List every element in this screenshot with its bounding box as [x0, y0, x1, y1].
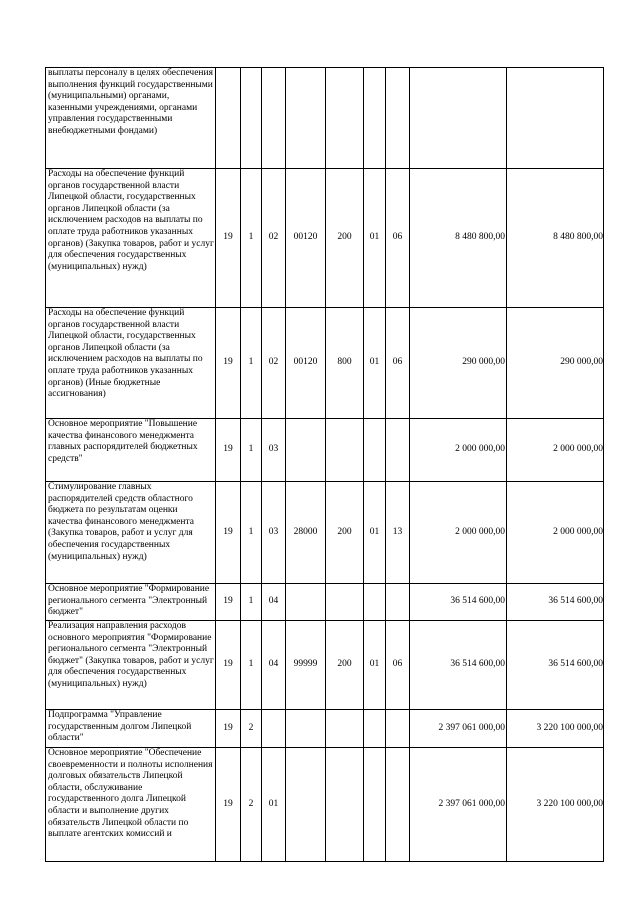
code-program: 19	[216, 710, 241, 748]
row-description: выплаты персоналу в целях обеспечения выполнения функций государственными (муниципальными) органами, казенными учреждениями, органами управления государственными внебюджетными фондами)	[46, 68, 216, 169]
code-expense-type: 200	[326, 169, 364, 308]
table-row	[46, 748, 604, 862]
code-direction: 00120	[286, 308, 326, 419]
code-activity: 02	[262, 169, 286, 308]
amount-year-1: 290 000,00	[410, 308, 507, 419]
row-description: Расходы на обеспечение функций органов государственной власти Липецкой области, государственных органов Липецкой области (за исключением расходов на выплаты по оплате труда работников указанных органов) (Иные бюджетные ассигнования)	[46, 308, 216, 419]
code-program: 19	[216, 621, 241, 710]
code-program: 19	[216, 308, 241, 419]
row-description: Расходы на обеспечение функций органов государственной власти Липецкой области, государственных органов Липецкой области (за исключением расходов на выплаты по оплате труда работников указанных органов) (Закупка товаров, работ и услуг для обеспечения государственных (муниципальных) нужд)	[46, 169, 216, 308]
table-row	[46, 584, 604, 621]
row-description: Подпрограмма "Управление государственным долгом Липецкой области"	[46, 710, 216, 748]
code-program: 19	[216, 169, 241, 308]
code-expense-type: 200	[326, 482, 364, 584]
code-activity: 02	[262, 308, 286, 419]
code-subprogram: 2	[241, 710, 262, 748]
code-subprogram: 1	[241, 482, 262, 584]
code-direction: 99999	[286, 621, 326, 710]
code-subprogram: 1	[241, 169, 262, 308]
code-subprogram: 2	[241, 748, 262, 862]
amount-year-2	[507, 68, 604, 169]
amount-year-2: 3 220 100 000,00	[507, 710, 604, 748]
table-row	[46, 308, 604, 419]
code-expense-type: 800	[326, 308, 364, 419]
code-subsection	[386, 710, 410, 748]
code-section: 01	[364, 482, 386, 584]
code-expense-type	[326, 748, 364, 862]
code-expense-type	[326, 68, 364, 169]
amount-year-1: 36 514 600,00	[410, 621, 507, 710]
amount-year-1: 2 000 000,00	[410, 482, 507, 584]
amount-year-2: 8 480 800,00	[507, 169, 604, 308]
row-description: Основное мероприятие "Формирование регионального сегмента "Электронный бюджет"	[46, 584, 216, 621]
budget-table	[45, 67, 604, 862]
code-section: 01	[364, 621, 386, 710]
code-direction: 00120	[286, 169, 326, 308]
code-subprogram: 1	[241, 621, 262, 710]
amount-year-2: 3 220 100 000,00	[507, 748, 604, 862]
table-row	[46, 621, 604, 710]
code-program: 19	[216, 482, 241, 584]
amount-year-2: 36 514 600,00	[507, 621, 604, 710]
code-section	[364, 748, 386, 862]
code-subprogram: 1	[241, 308, 262, 419]
row-description: Основное мероприятие "Повышение качества финансового менеджмента главных распорядителей бюджетных средств"	[46, 419, 216, 482]
amount-year-2: 36 514 600,00	[507, 584, 604, 621]
code-subsection	[386, 584, 410, 621]
amount-year-1: 8 480 800,00	[410, 169, 507, 308]
code-subprogram: 1	[241, 419, 262, 482]
row-description: Реализация направления расходов основного мероприятия "Формирование регионального сегмента "Электронный бюджет" (Закупка товаров, работ и услуг для обеспечения государственных (муниципальных) нужд)	[46, 621, 216, 710]
code-section	[364, 419, 386, 482]
code-section	[364, 584, 386, 621]
code-program: 19	[216, 419, 241, 482]
amount-year-2: 2 000 000,00	[507, 482, 604, 584]
row-description: Стимулирование главных распорядителей средств областного бюджета по результатам оценки качества финансового менеджмента (Закупка товаров, работ и услуг для обеспечения государственных (муниципальных) нужд)	[46, 482, 216, 584]
code-program: 19	[216, 748, 241, 862]
code-subsection: 06	[386, 308, 410, 419]
code-direction	[286, 710, 326, 748]
code-expense-type	[326, 419, 364, 482]
amount-year-2: 290 000,00	[507, 308, 604, 419]
code-direction	[286, 584, 326, 621]
table-row	[46, 710, 604, 748]
code-section: 01	[364, 308, 386, 419]
code-activity: 01	[262, 748, 286, 862]
amount-year-1: 2 000 000,00	[410, 419, 507, 482]
table-row	[46, 419, 604, 482]
code-program	[216, 68, 241, 169]
code-subsection: 06	[386, 621, 410, 710]
code-direction	[286, 68, 326, 169]
code-section	[364, 710, 386, 748]
amount-year-1: 36 514 600,00	[410, 584, 507, 621]
code-subsection	[386, 419, 410, 482]
amount-year-1: 2 397 061 000,00	[410, 748, 507, 862]
code-section: 01	[364, 169, 386, 308]
code-direction: 28000	[286, 482, 326, 584]
code-subsection	[386, 68, 410, 169]
code-expense-type	[326, 710, 364, 748]
amount-year-1	[410, 68, 507, 169]
code-subsection: 06	[386, 169, 410, 308]
code-expense-type	[326, 584, 364, 621]
code-activity: 04	[262, 621, 286, 710]
code-activity: 04	[262, 584, 286, 621]
code-direction	[286, 419, 326, 482]
budget-table-body	[46, 68, 604, 862]
code-section	[364, 68, 386, 169]
code-activity	[262, 710, 286, 748]
table-row	[46, 68, 604, 169]
code-subprogram: 1	[241, 584, 262, 621]
code-activity	[262, 68, 286, 169]
code-subsection: 13	[386, 482, 410, 584]
table-row	[46, 169, 604, 308]
amount-year-1: 2 397 061 000,00	[410, 710, 507, 748]
row-description: Основное мероприятие "Обеспечение своевременности и полноты исполнения долговых обязательств Липецкой области, обслуживание государственного долга Липецкой области и выполнение других обязательств Липецкой области по выплате агентских комиссий и	[46, 748, 216, 862]
code-expense-type: 200	[326, 621, 364, 710]
amount-year-2: 2 000 000,00	[507, 419, 604, 482]
code-direction	[286, 748, 326, 862]
code-subsection	[386, 748, 410, 862]
code-activity: 03	[262, 419, 286, 482]
code-program: 19	[216, 584, 241, 621]
code-activity: 03	[262, 482, 286, 584]
table-row	[46, 482, 604, 584]
code-subprogram	[241, 68, 262, 169]
